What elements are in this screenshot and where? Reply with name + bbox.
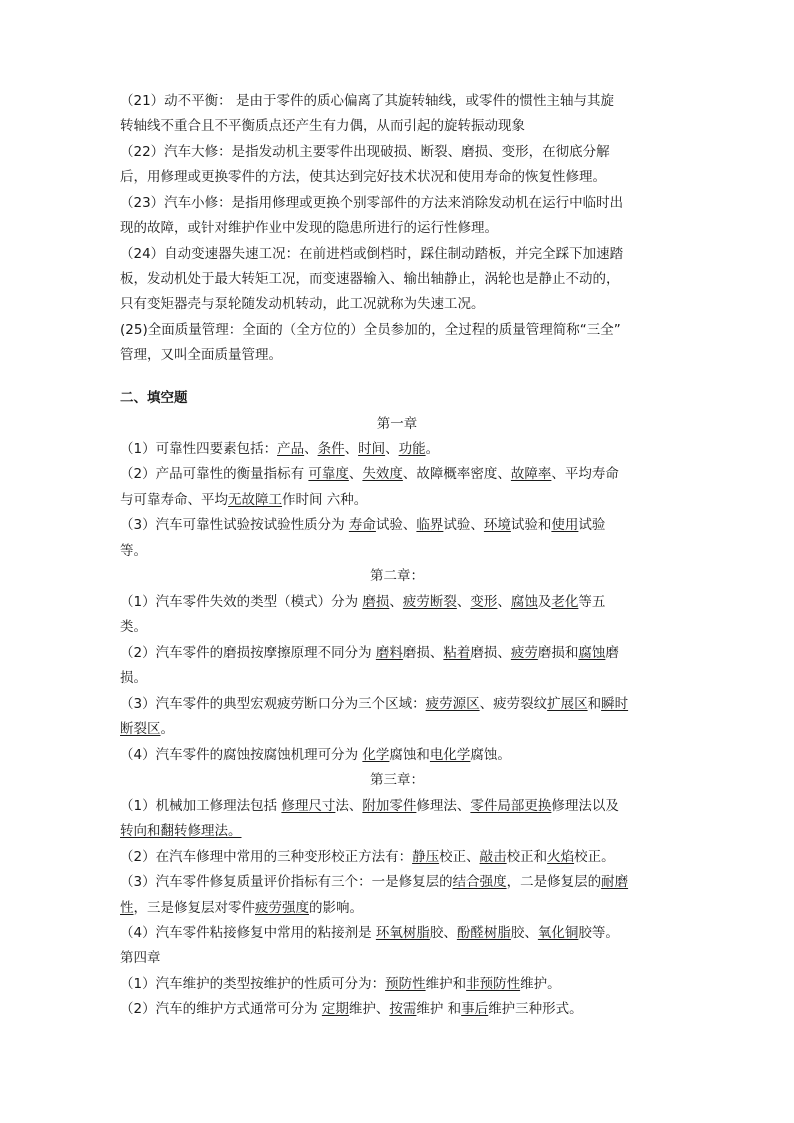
- text-segment: 只有变矩器壳与泵轮随发动机转动，此工况就称为失速工况。: [120, 296, 485, 312]
- text-segment: 等。: [120, 543, 147, 559]
- text-segment: 修理法以及: [551, 798, 619, 814]
- underlined-answer: 粘着: [443, 645, 471, 661]
- underlined-answer: 环氧树脂: [375, 925, 430, 941]
- text-segment: 。: [425, 441, 440, 457]
- underlined-answer: 酚醛树脂: [456, 925, 511, 941]
- text-segment: 转轴线不重合且不平衡质点还产生有力偶，从而引起的旋转振动现象: [120, 118, 525, 134]
- underlined-answer: 扩展区: [547, 696, 588, 712]
- underlined-answer: 疲劳强度: [255, 900, 309, 916]
- underlined-answer: 电化学: [429, 747, 471, 763]
- text-segment: 第一章: [376, 416, 418, 432]
- text-segment: （3）汽车零件的典型宏观疲劳断口分为三个区域：: [120, 696, 426, 712]
- text-line: [120, 593, 680, 611]
- text-segment: 、疲劳裂纹: [479, 696, 548, 712]
- text-segment: （21）动不平衡： 是由于零件的质心偏离了其旋转轴线，或零件的惯性主轴与其旋: [120, 93, 614, 109]
- text-segment: 试验: [578, 517, 606, 533]
- text-segment: （2）在汽车修理中常用的三种变形校正方法有：: [120, 849, 413, 865]
- text-line: [120, 219, 680, 237]
- text-line: [120, 695, 680, 713]
- underlined-answer: 时间: [358, 441, 386, 457]
- text-line: [120, 669, 680, 687]
- text-segment: 、: [389, 594, 403, 610]
- text-line: [120, 168, 680, 186]
- text-segment: （1）可靠性四要素包括：: [120, 441, 278, 457]
- underlined-answer: 临界: [416, 517, 444, 533]
- text-segment: 维护和: [425, 976, 467, 992]
- text-segment: 磨: [605, 645, 619, 661]
- underlined-answer: 疲劳: [510, 645, 538, 661]
- text-segment: 试验、: [443, 517, 484, 533]
- chapter-heading: [0, 567, 794, 585]
- text-segment: 腐蚀。: [470, 747, 511, 763]
- text-line: [120, 92, 680, 110]
- section-heading: [120, 389, 680, 407]
- underlined-answer: 事后: [461, 1001, 489, 1017]
- underlined-answer: 老化: [551, 594, 579, 610]
- text-segment: 修理法、: [416, 798, 471, 814]
- text-segment: ，三是修复层对零件: [133, 900, 255, 916]
- text-segment: 、: [497, 594, 511, 610]
- text-segment: 维护三种形式。: [488, 1001, 583, 1017]
- text-segment: 胶等。: [578, 925, 619, 941]
- text-segment: 试验和: [510, 517, 552, 533]
- text-segment: ，二是修复层的: [506, 874, 602, 890]
- underlined-answer: 瞬时: [601, 696, 629, 712]
- text-line: [120, 491, 680, 509]
- text-segment: （22）汽车大修：是指发动机主要零件出现破损、断裂、磨损、变形，在彻底分解: [120, 144, 610, 160]
- text-segment: 等五: [578, 594, 606, 610]
- underlined-answer: 功能: [398, 441, 426, 457]
- chapter-heading: [0, 771, 794, 789]
- underlined-answer: 性: [120, 900, 134, 916]
- text-segment: （1）汽车零件失效的类型（模式）分为: [120, 594, 363, 610]
- text-line: [120, 117, 680, 135]
- text-line: [120, 975, 680, 993]
- text-segment: 、: [304, 441, 318, 457]
- text-segment: （1）机械加工修理法包括: [120, 798, 282, 814]
- text-segment: （4）汽车零件粘接修复中常用的粘接剂是: [120, 925, 376, 941]
- underlined-answer: 变形: [470, 594, 498, 610]
- text-segment: (25)全面质量管理：全面的（全方位的）全员参加的，全过程的质量管理简称“三全”: [120, 322, 621, 338]
- underlined-answer: 化学: [362, 747, 390, 763]
- underlined-answer: 静压: [412, 849, 440, 865]
- text-segment: 胶、: [510, 925, 538, 941]
- underlined-answer: 按需: [389, 1001, 417, 1017]
- text-line: [120, 949, 680, 967]
- text-segment: （4）汽车零件的腐蚀按腐蚀机理可分为: [120, 747, 363, 763]
- underlined-answer: 疲劳源区: [425, 696, 480, 712]
- text-line: [120, 1000, 680, 1018]
- text-segment: 管理，又叫全面质量管理。: [120, 347, 282, 363]
- underlined-answer: 附加零件: [362, 798, 417, 814]
- text-segment: 胶、: [429, 925, 457, 941]
- text-segment: （24）自动变速器失速工况：在前进档或倒档时，踩住制动踏板，并完全踩下加速踏: [120, 246, 624, 262]
- text-segment: 、: [344, 441, 359, 457]
- text-line: [120, 822, 680, 840]
- text-segment: 第二章：: [370, 568, 424, 584]
- underlined-answer: 转向和翻转修理法。: [120, 823, 242, 839]
- text-segment: 试验、: [375, 517, 417, 533]
- text-segment: 板，发动机处于最大转矩工况，而变速器输入、输出轴静止，涡轮也是静止不动的，: [120, 271, 620, 287]
- text-segment: （3）汽车可靠性试验按试验性质分为: [120, 517, 349, 533]
- underlined-answer: 可靠度: [308, 466, 349, 482]
- text-segment: （1）汽车维护的类型按维护的性质可分为：: [120, 976, 386, 992]
- text-line: [120, 346, 680, 364]
- text-segment: 现的故障，或针对维护作业中发现的隐患所进行的运行性修理。: [120, 220, 498, 236]
- underlined-answer: 疲劳断裂: [402, 594, 457, 610]
- text-line: [120, 848, 680, 866]
- text-line: [120, 644, 680, 662]
- text-segment: 维护 和: [416, 1001, 462, 1017]
- underlined-answer: 零件局部更换: [470, 798, 552, 814]
- text-segment: 、平均寿命: [551, 466, 619, 482]
- underlined-answer: 火焰: [547, 849, 575, 865]
- underlined-answer: 断裂区: [120, 721, 161, 737]
- underlined-answer: 条件: [317, 441, 345, 457]
- text-line: [120, 924, 680, 942]
- text-segment: 维护。: [520, 976, 561, 992]
- underlined-answer: 使用: [551, 517, 579, 533]
- underlined-answer: 无故障工: [228, 492, 282, 508]
- text-segment: 磨损、: [470, 645, 511, 661]
- text-line: [120, 194, 680, 212]
- text-segment: （2）汽车的维护方式通常可分为: [120, 1001, 322, 1017]
- text-segment: 、: [348, 466, 363, 482]
- underlined-answer: 磨料: [375, 645, 403, 661]
- underlined-answer: 定期: [321, 1001, 349, 1017]
- underlined-answer: 结合强度: [452, 874, 507, 890]
- text-line: [120, 797, 680, 815]
- text-segment: 后，用修理或更换零件的方法，使其达到完好技术状况和使用寿命的恢复性修理。: [120, 169, 606, 185]
- text-line: [120, 873, 680, 891]
- text-segment: 第四章: [120, 950, 161, 966]
- text-segment: （23）汽车小修：是指用修理或更换个别零部件的方法来消除发动机在运行中临时出: [120, 195, 624, 211]
- text-line: [120, 465, 680, 483]
- text-segment: 和: [587, 696, 602, 712]
- text-line: [120, 542, 680, 560]
- text-segment: 、故障概率密度、: [402, 466, 511, 482]
- underlined-answer: 修理尺寸: [281, 798, 336, 814]
- text-line: [120, 143, 680, 161]
- text-line: [120, 440, 680, 458]
- text-segment: 、: [385, 441, 399, 457]
- text-segment: （2）产品可靠性的衡量指标有: [120, 466, 309, 482]
- underlined-answer: 腐蚀: [578, 645, 606, 661]
- text-segment: （2）汽车零件的磨损按摩擦原理不同分为: [120, 645, 376, 661]
- text-line: [120, 321, 680, 339]
- text-line: [120, 899, 680, 917]
- text-segment: 法、: [335, 798, 363, 814]
- underlined-answer: 非预防性: [466, 976, 521, 992]
- text-line: [120, 746, 680, 764]
- text-segment: 的影响。: [309, 900, 363, 916]
- text-line: [120, 720, 680, 738]
- text-segment: 及: [537, 594, 552, 610]
- text-segment: 损。: [120, 670, 147, 686]
- text-line: [120, 270, 680, 288]
- text-segment: 。: [160, 721, 174, 737]
- text-segment: 磨损和: [537, 645, 579, 661]
- underlined-answer: 敲击: [479, 849, 507, 865]
- text-segment: 与可靠寿命、平均: [120, 492, 228, 508]
- text-segment: 类。: [120, 619, 147, 635]
- text-line: [120, 245, 680, 263]
- text-segment: 维护、: [348, 1001, 390, 1017]
- underlined-answer: 磨损: [362, 594, 390, 610]
- underlined-answer: 耐磨: [601, 874, 629, 890]
- text-segment: 第三章：: [370, 772, 424, 788]
- text-segment: 腐蚀和: [389, 747, 430, 763]
- underlined-answer: 寿命: [348, 517, 376, 533]
- chapter-heading: [0, 415, 794, 433]
- underlined-answer: 氧化铜: [537, 925, 579, 941]
- text-line: [120, 516, 680, 534]
- text-segment: （3）汽车零件修复质量评价指标有三个：一是修复层的: [120, 874, 453, 890]
- text-line: [120, 295, 680, 313]
- underlined-answer: 失效度: [362, 466, 403, 482]
- text-segment: 校正、: [439, 849, 480, 865]
- text-segment: 作时间 六种。: [282, 492, 368, 508]
- text-line: [120, 618, 680, 636]
- underlined-answer: 环境: [483, 517, 511, 533]
- text-segment: 校正。: [574, 849, 615, 865]
- text-segment: 磨损、: [402, 645, 444, 661]
- underlined-answer: 产品: [277, 441, 305, 457]
- text-segment: 校正和: [506, 849, 548, 865]
- underlined-answer: 腐蚀: [510, 594, 538, 610]
- underlined-answer: 故障率: [510, 466, 552, 482]
- text-segment: 、: [456, 594, 471, 610]
- text-segment: 二、填空题: [120, 390, 188, 406]
- underlined-answer: 预防性: [385, 976, 426, 992]
